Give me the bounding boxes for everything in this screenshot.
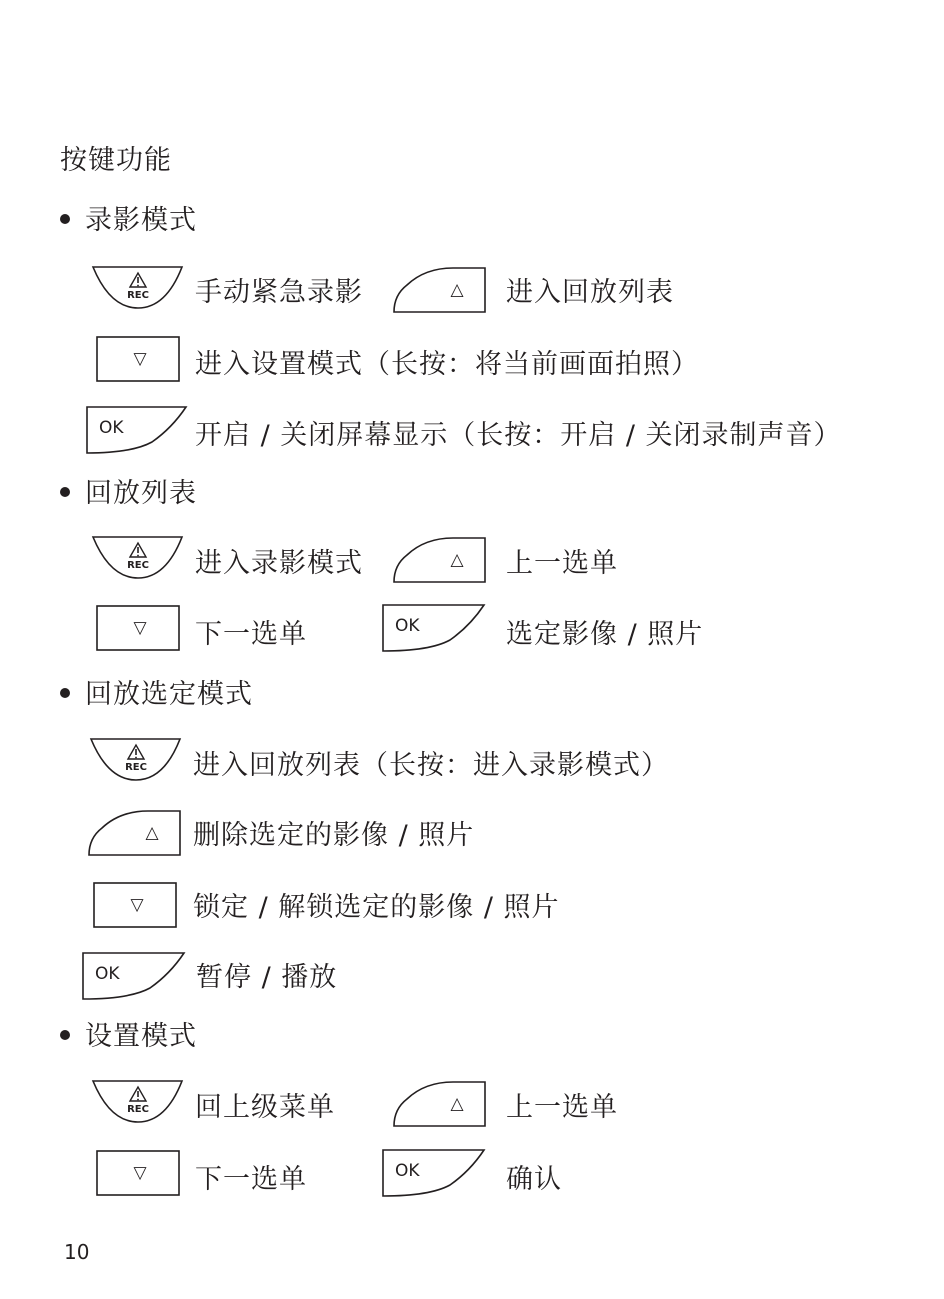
ok-key-label: 开启 / 关闭屏幕显示（长按：开启 / 关闭录制声音） (195, 420, 842, 451)
down-key-icon (96, 605, 180, 651)
down-key-text: ▽ (130, 895, 144, 915)
ok-key-icon (82, 952, 186, 1000)
ok-key-icon (86, 406, 188, 454)
ok-key-label: 确认 (506, 1164, 562, 1195)
up-key-icon (393, 1081, 487, 1127)
up-key-text: △ (450, 550, 464, 570)
rec-key-text: REC (127, 560, 149, 571)
down-key-icon (96, 336, 180, 382)
section-heading-record-mode (60, 198, 197, 237)
ok-key-icon (382, 604, 486, 652)
rec-key-icon (92, 1080, 184, 1124)
rec-key-text: REC (127, 290, 149, 301)
up-key-label: 上一选单 (506, 1092, 618, 1123)
down-key-label: 下一选单 (195, 1164, 307, 1195)
rec-key-text: REC (127, 1104, 149, 1115)
up-key-icon (393, 267, 487, 313)
rec-key-label: 进入回放列表（长按：进入录影模式） (193, 750, 669, 781)
section-heading-playback-list (60, 471, 197, 510)
down-key-text: ▽ (133, 349, 147, 369)
rec-key-text: REC (125, 762, 147, 773)
bullet-dot (60, 487, 70, 497)
down-key-text: ▽ (133, 618, 147, 638)
rec-key-icon (90, 738, 182, 782)
section-heading-text: 设置模式 (85, 1021, 197, 1052)
up-key-label: 进入回放列表 (506, 277, 674, 308)
bullet-dot (60, 688, 70, 698)
ok-key-text: OK (395, 1161, 420, 1181)
ok-key-text: OK (395, 616, 420, 636)
up-key-text: △ (145, 823, 159, 843)
up-key-text: △ (450, 280, 464, 300)
page-title: 按键功能 (60, 145, 172, 176)
down-key-label: 进入设置模式（长按：将当前画面拍照） (195, 349, 699, 380)
ok-key-text: OK (99, 418, 124, 438)
rec-key-icon (92, 536, 184, 580)
section-heading-text: 回放列表 (85, 478, 197, 509)
section-heading-text: 录影模式 (85, 205, 197, 236)
down-key-label: 下一选单 (195, 619, 307, 650)
up-key-icon (88, 810, 182, 856)
up-key-label: 删除选定的影像 / 照片 (193, 820, 475, 851)
section-heading-settings-mode (60, 1014, 197, 1053)
bullet-dot (60, 214, 70, 224)
rec-key-icon (92, 266, 184, 310)
rec-key-label: 手动紧急录影 (195, 277, 363, 308)
ok-key-icon (382, 1149, 486, 1197)
up-key-icon (393, 537, 487, 583)
down-key-icon (93, 882, 177, 928)
page-number: 10 (64, 1240, 90, 1264)
ok-key-label: 暂停 / 播放 (196, 962, 338, 993)
section-heading-playback-select-mode (60, 672, 253, 711)
section-heading-text: 回放选定模式 (85, 679, 253, 710)
ok-key-text: OK (95, 964, 120, 984)
rec-key-label: 进入录影模式 (195, 548, 363, 579)
down-key-label: 锁定 / 解锁选定的影像 / 照片 (193, 892, 560, 923)
down-key-icon (96, 1150, 180, 1196)
ok-key-label: 选定影像 / 照片 (506, 619, 704, 650)
up-key-label: 上一选单 (506, 548, 618, 579)
down-key-text: ▽ (133, 1163, 147, 1183)
up-key-text: △ (450, 1094, 464, 1114)
rec-key-label: 回上级菜单 (195, 1092, 335, 1123)
bullet-dot (60, 1030, 70, 1040)
